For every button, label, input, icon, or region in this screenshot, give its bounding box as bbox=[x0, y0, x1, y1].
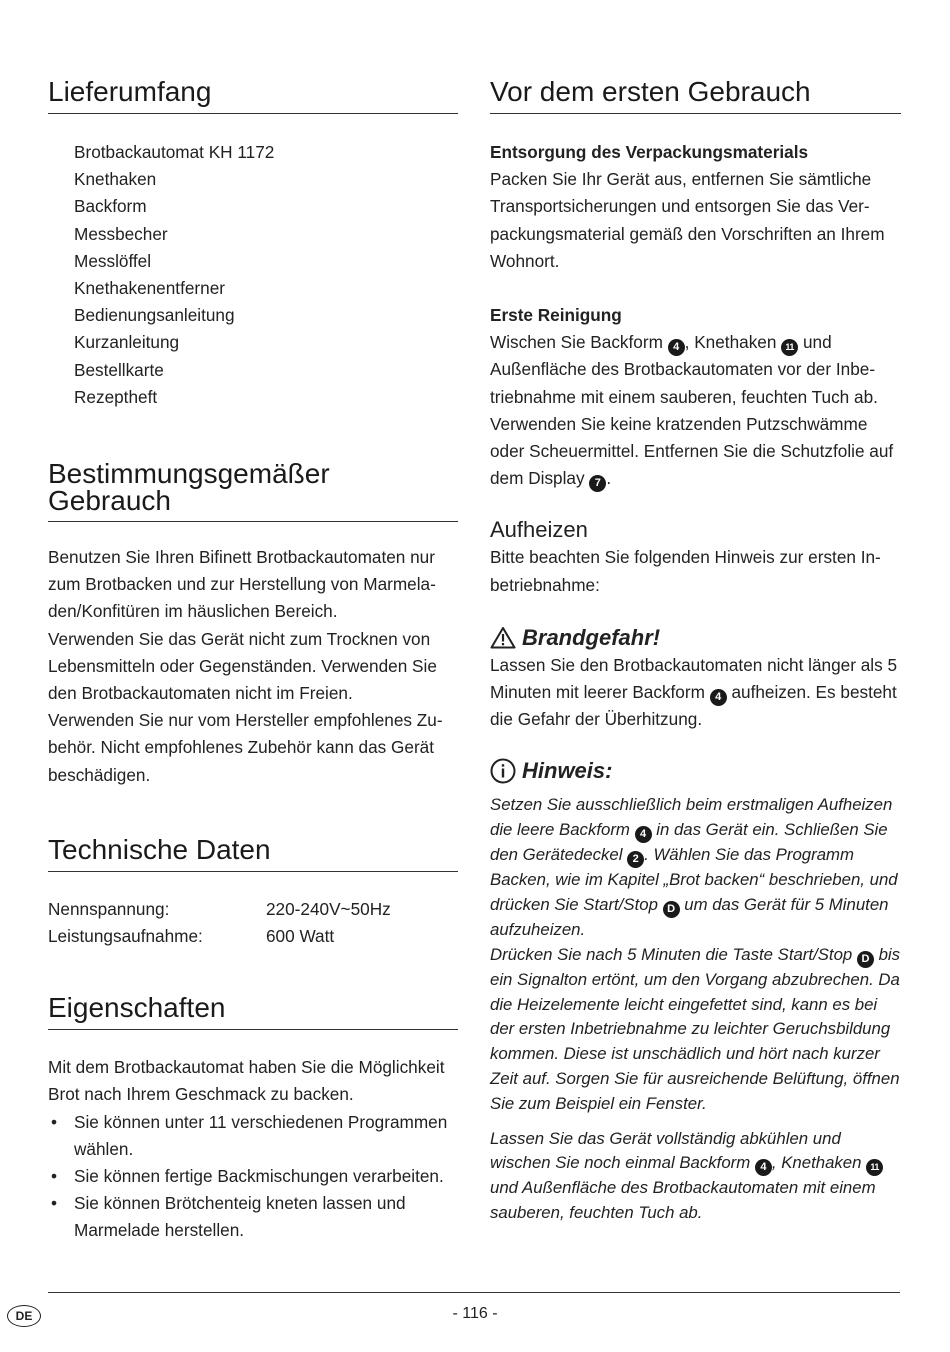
part-number-badge: 11 bbox=[866, 1159, 883, 1176]
section-lieferumfang bbox=[48, 78, 458, 411]
brandgefahr-text bbox=[490, 652, 901, 734]
bestimmung-paragraph-1: Benutzen Sie Ihren Bifinett Brotbackautomaten nur zum Brotbacken und zur Herstellung von Marmeladen/Konfitüren im häuslichen Bereich. bbox=[48, 547, 436, 622]
bullet-item: • Sie können unter 11 verschiedenen Programmen wählen. bbox=[48, 1109, 458, 1163]
bullet-item: • Sie können Brötchenteig kneten lassen und Marmelade herstellen. bbox=[48, 1190, 458, 1244]
info-circle-icon bbox=[490, 758, 516, 784]
part-number-badge: 4 bbox=[710, 689, 727, 706]
section-entsorgung bbox=[490, 139, 901, 275]
heading-eigenschaften: Eigenschaften bbox=[48, 994, 458, 1030]
hinweis-paragraph-2 bbox=[490, 943, 901, 1117]
spec-label: Leistungsaufnahme: bbox=[48, 926, 203, 947]
part-number-badge: 4 bbox=[755, 1159, 772, 1176]
heading-vor-dem-ersten-gebrauch: Vor dem ersten Gebrauch bbox=[490, 78, 901, 114]
hinweis-heading-row bbox=[490, 757, 901, 785]
list-item: Messlöffel bbox=[74, 250, 152, 271]
brandgefahr-heading-row bbox=[490, 624, 901, 652]
heading-aufheizen: Aufheizen bbox=[490, 517, 588, 543]
spec-label: Nennspannung: bbox=[48, 898, 170, 919]
text-run: bis ein Signalton ertönt, um den Vorgang abzubrechen. Da die Heizelemente leicht eingefettet sind, kann es bei der ersten Inbetriebnahme zu leichter Geruchsbildung kommen. Diese ist unschädlich und hört nach kurzer Zeit auf. Sorgen Sie für ausreichende Belüftung, öffnen Sie zum Beispiel ein Fenster. bbox=[490, 944, 901, 1113]
section-bestimmung bbox=[48, 460, 458, 789]
control-letter-badge: D bbox=[663, 901, 680, 918]
heading-lieferumfang: Lieferumfang bbox=[48, 78, 458, 114]
bullet-item: • Sie können fertige Backmischungen verarbeiten. bbox=[48, 1163, 458, 1190]
text-run: Lassen Sie den Brotbackautomaten nicht länger als 5 Minuten mit leerer Backform bbox=[490, 654, 898, 703]
part-number-badge: 7 bbox=[589, 475, 606, 492]
lieferumfang-list bbox=[48, 139, 458, 411]
list-item: Rezeptheft bbox=[74, 386, 158, 407]
list-item: Messbecher bbox=[74, 223, 168, 244]
eigenschaften-bullets bbox=[48, 1109, 458, 1245]
text-run: Drücken Sie nach 5 Minuten die Taste Start/Stop bbox=[490, 944, 857, 964]
heading-reinigung: Erste Reinigung bbox=[490, 305, 622, 326]
hinweis-paragraph-1 bbox=[490, 793, 901, 942]
spec-value: 220-240V~50Hz bbox=[266, 898, 391, 919]
list-item: Bedienungsanleitung bbox=[74, 305, 235, 326]
list-item: Knethaken bbox=[74, 169, 157, 190]
text-run: in das Gerät ein. Schließen Sie den Gerätedeckel bbox=[490, 820, 888, 865]
language-badge: DE bbox=[7, 1305, 41, 1327]
heading-hinweis: Hinweis: bbox=[522, 758, 613, 784]
bestimmung-paragraph-3: Verwenden Sie nur vom Hersteller empfohlenes Zubehör. Nicht empfohlenes Zubehör kann das Gerät beschädigen. bbox=[48, 710, 443, 785]
text-run: und Außenfläche des Brotbackautomaten vor der Inbetriebnahme mit einem sauberen, feuchten Tuch ab. Verwenden Sie keine kratzenden Putzschwämme oder Scheuermittel. Entfernen Sie die Schutzfolie auf dem Display bbox=[490, 332, 894, 489]
hinweis-paragraph-3 bbox=[490, 1127, 901, 1226]
spec-table bbox=[48, 896, 458, 950]
list-item: Kurzanleitung bbox=[74, 332, 180, 353]
text-run: Setzen Sie ausschließlich beim erstmaligen Aufheizen die leere Backform bbox=[490, 795, 893, 840]
heading-technische-daten: Technische Daten bbox=[48, 836, 458, 872]
section-aufheizen bbox=[490, 516, 901, 598]
section-eigenschaften bbox=[48, 994, 458, 1244]
text-run: . Wählen Sie das Programm Backen, wie im Kapitel „Brot backen“ beschrieben, und drücken Sie Start/Stop bbox=[490, 845, 898, 915]
entsorgung-text: Packen Sie Ihr Gerät aus, entfernen Sie sämtliche Transportsicherungen und entsorgen Sie das Verpackungsmaterial gemäß den Vorschriften an Ihrem Wohnort. bbox=[490, 169, 885, 271]
text-run: Lassen Sie das Gerät vollständig abkühlen und wischen Sie noch einmal Backform bbox=[490, 1128, 841, 1173]
heading-entsorgung: Entsorgung des Verpackungsmaterials bbox=[490, 142, 809, 162]
control-letter-badge: D bbox=[857, 951, 874, 968]
list-item: Brotbackautomat KH 1172 bbox=[74, 142, 275, 162]
text-run: aufheizen. Es besteht die Gefahr der Überhitzung. bbox=[490, 682, 897, 730]
part-number-badge: 4 bbox=[635, 826, 652, 843]
section-brandgefahr bbox=[490, 624, 901, 734]
spec-value: 600 Watt bbox=[266, 926, 335, 947]
part-number-badge: 11 bbox=[781, 339, 798, 356]
section-reinigung bbox=[490, 302, 901, 492]
right-column bbox=[490, 78, 901, 1226]
eigenschaften-intro: Mit dem Brotbackautomat haben Sie die Möglichkeit Brot nach Ihrem Geschmack zu backen. bbox=[48, 1057, 445, 1105]
reinigung-text bbox=[490, 329, 901, 492]
footer-divider bbox=[48, 1292, 900, 1293]
bestimmung-paragraph-2: Verwenden Sie das Gerät nicht zum Trocknen von Lebensmitteln oder Gegenständen. Verwenden Sie den Brotbackautomaten nicht im Freien. bbox=[48, 628, 437, 704]
page-number: - 116 - bbox=[452, 1305, 498, 1322]
warning-triangle-icon bbox=[490, 626, 516, 649]
text-run: Wischen Sie Backform bbox=[490, 332, 668, 353]
text-run: , Knethaken bbox=[684, 332, 782, 353]
text-run: , Knethaken bbox=[771, 1153, 867, 1173]
list-item: Knethakenentferner bbox=[74, 278, 225, 299]
list-item: Backform bbox=[74, 196, 147, 217]
section-technische-daten bbox=[48, 833, 458, 950]
section-hinweis bbox=[490, 757, 901, 1226]
list-item: Bestellkarte bbox=[74, 359, 164, 380]
left-column bbox=[48, 78, 458, 1245]
part-number-badge: 4 bbox=[668, 339, 685, 356]
aufheizen-text: Bitte beachten Sie folgenden Hinweis zur ersten Inbetriebnahme: bbox=[490, 547, 881, 595]
text-run: um das Gerät für 5 Minuten aufzuheizen. bbox=[490, 895, 889, 940]
text-run: und Außenfläche des Brotbackautomaten mit einem sauberen, feuchten Tuch ab. bbox=[490, 1178, 876, 1223]
heading-brandgefahr: Brandgefahr! bbox=[522, 624, 661, 650]
heading-bestimmung-line1: Bestimmungsgemäßer bbox=[48, 458, 330, 490]
heading-bestimmung-line2: Gebrauch bbox=[48, 485, 171, 517]
part-number-badge: 2 bbox=[627, 851, 644, 868]
heading-bestimmung bbox=[48, 460, 458, 522]
text-run: . bbox=[606, 468, 612, 489]
